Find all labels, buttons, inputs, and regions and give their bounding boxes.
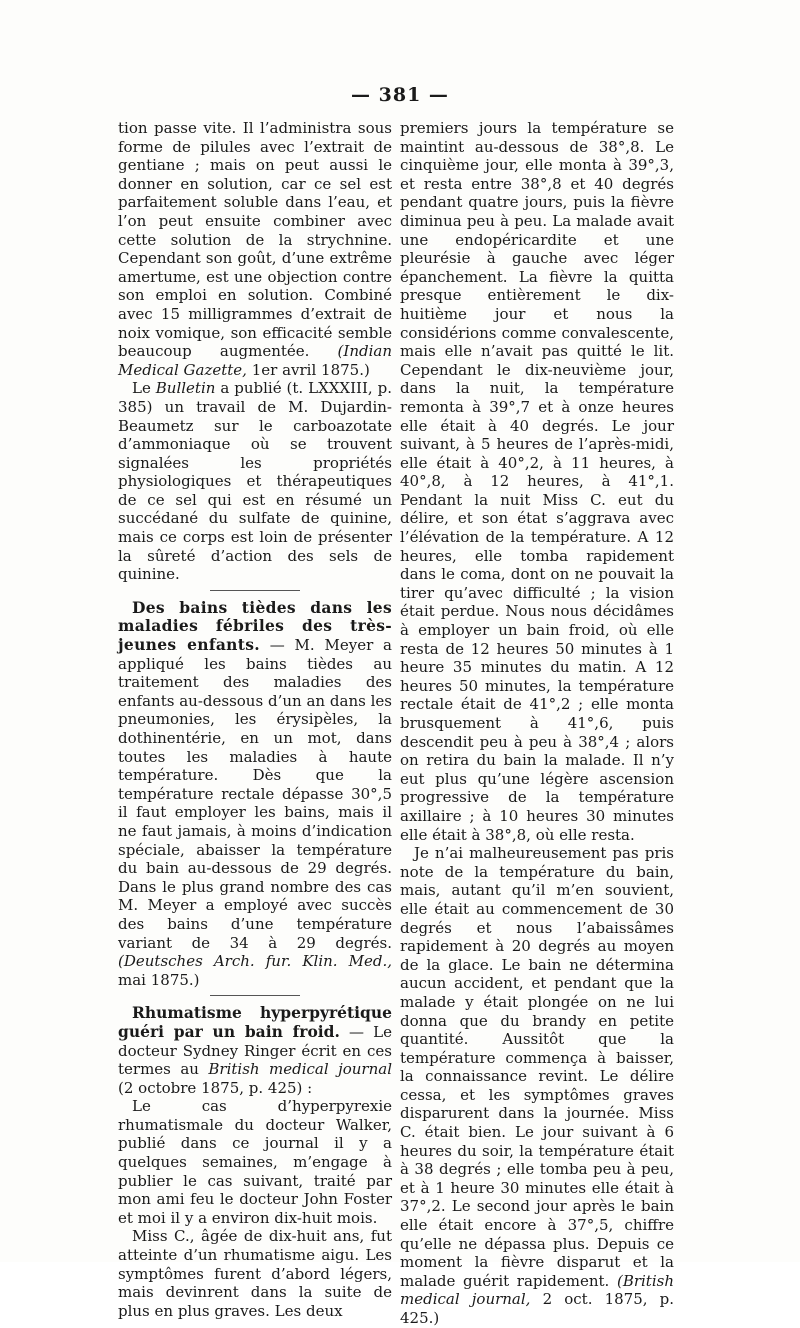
- citation: (Indian Medical Gazette,: [118, 342, 392, 379]
- citation-date: 2 oct. 1875, p. 425.): [400, 1290, 675, 1327]
- paragraph-text: Le: [132, 379, 151, 398]
- paragraph-text: (2 octobre 1875, p. 425) :: [118, 1078, 313, 1097]
- paragraph-text: a publié (t. LXXXIII, p. 385) un travail de M. Dujardin-Beaumetz sur le carboazotate d’ammoniaque où se trouvent signalées les propriétés physiologiques et thérapeutiques de ce sel qui est en résumé un succédané du sulfate de quinine, mais ce corps est loin de présenter la sûreté d’action des sels de quinine.: [118, 379, 392, 584]
- journal-name: British medical journal: [208, 1060, 392, 1079]
- citation: (Deutsches Arch. fur. Klin. Med.,: [118, 952, 392, 971]
- paragraph-text: — Le docteur Sydney Ringer écrit en ces termes au: [118, 1022, 392, 1079]
- section-heading: Rhumatisme hyperpyrétique guéri par un bain froid.: [118, 1003, 392, 1041]
- right-column: [400, 119, 674, 1328]
- section-rhumatisme: [118, 1004, 392, 1097]
- paragraph: [118, 379, 392, 584]
- journal-name: Bulletin: [155, 379, 216, 398]
- paragraph: Le cas d’hyperpyrexie rhumatismale du docteur Walker, publié dans ce journal il y a quelques semaines, m’engage à publier le cas suivant, traité par mon ami feu le docteur John Foster et moi il y a environ dix-huit mois.: [118, 1097, 392, 1227]
- citation-date: 1er avril 1875.): [251, 360, 370, 379]
- section-heading: Des bains tièdes dans les maladies fébriles des très-jeunes enfants.: [118, 597, 392, 655]
- section-divider: [210, 590, 300, 591]
- citation: (British medical journal,: [400, 1271, 674, 1309]
- citation-date: mai 1875.): [118, 970, 200, 989]
- paragraph: [400, 844, 674, 1327]
- section-divider: [210, 995, 300, 996]
- page-number: — 381 —: [351, 84, 449, 106]
- paragraph: Miss C., âgée de dix-huit ans, fut atteinte d’un rhumatisme aigu. Les symptômes furent d’abord légers, mais devinrent dans la suite de plus en plus graves. Les deux: [118, 1227, 392, 1320]
- section-bains-tiedes: [118, 599, 392, 989]
- paragraph-text: — M. Meyer a appliqué les bains tièdes au traitement des maladies des enfants au-dessous d’un an dans les pneumonies, les érysipèles, la dothinentérie, en un mot, dans toutes les maladies à haute température. Dès que la température rectale dépasse 30°,5 il faut employer les bains, mais il ne faut jamais, à moins d’indication spéciale, abaisser la température du bain au-dessous de 29 degrés. Dans le plus grand nombre des cas M. Meyer a employé avec succès des bains d’une température variant de 34 à 29 degrés.: [118, 636, 392, 952]
- paragraph: [118, 119, 392, 379]
- paragraph: premiers jours la température se maintint au-dessous de 38°,8. Le cinquième jour, elle monta à 39°,3, et resta entre 38°,8 et 40 degrés pendant quatre jours, puis la fièvre diminua peu à peu. La malade avait une endopéricardite et une pleurésie à gauche avec léger épanchement. La fièvre la quitta presque entièrement le dix-huitième jour et nous la considérions comme convalescente, mais elle n’avait pas quitté le lit. Cependant le dix-neuvième jour, dans la nuit, la température remonta à 39°,7 et à onze heures elle était à 40 degrés. Le jour suivant, à 5 heures de l’après-midi, elle était à 40°,2, à 11 heures, à 40°,8, à 12 heures, à 41°,1. Pendant la nuit Miss C. eut du délire, et son état s’aggrava avec l’élévation de la température. A 12 heures, elle tomba rapidement dans le coma, dont on ne pouvait la tirer qu’avec difficulté ; la vision était perdue. Nous nous décidâmes à employer un bain froid, où elle resta de 12 heures 50 minutes à 1 heure 35 minutes du matin. A 12 heures 50 minutes, la température rectale était de 41°,2 ; elle monta brusquement à 41°,6, puis descendit peu à peu à 38°,4 ; alors on retira du bain la malade. Il n’y eut plus qu’une légère ascension progressive de la température axillaire ; à 10 heures 30 minutes elle était à 38°,8, où elle resta.: [400, 119, 674, 844]
- paragraph-text: tion passe vite. Il l’administra sous forme de pilules avec l’extrait de gentiane ; mais on peut aussi le donner en solution, car ce sel est parfaitement soluble dans l’eau, et l’on peut ensuite combiner avec cette solution de la strychnine. Cependant son goût, d’une extrême amertume, est une objection contre son emploi en solution. Combiné avec 15 milligrammes d’extrait de noix vomique, son efficacité semble beaucoup augmentée.: [118, 119, 392, 361]
- left-column: [118, 119, 392, 1320]
- paragraph-text: Je n’ai malheureusement pas pris note de la température du bain, mais, autant qu’il m’en souvient, elle était au commencement de 30 degrés et nous l’abaissâmes rapidement à 20 degrés au moyen de la glace. Le bain ne détermina aucun accident, et pendant que la malade y était plongée on ne lui donna que du brandy en petite quantité. Aussitôt que la température commença à baisser, la connaissance revint. Le délire cessa, et les symptômes graves disparurent dans la journée. Miss C. était bien. Le jour suivant à 6 heures du soir, la température était à 38 degrés ; elle tomba peu à peu, et à 1 heure 30 minutes elle était à 37°,2. Le second jour après le bain elle était encore à 37°,5, chiffre qu’elle ne dépassa plus. Depuis ce moment la fièvre disparut et la malade guérit rapidement.: [400, 844, 674, 1290]
